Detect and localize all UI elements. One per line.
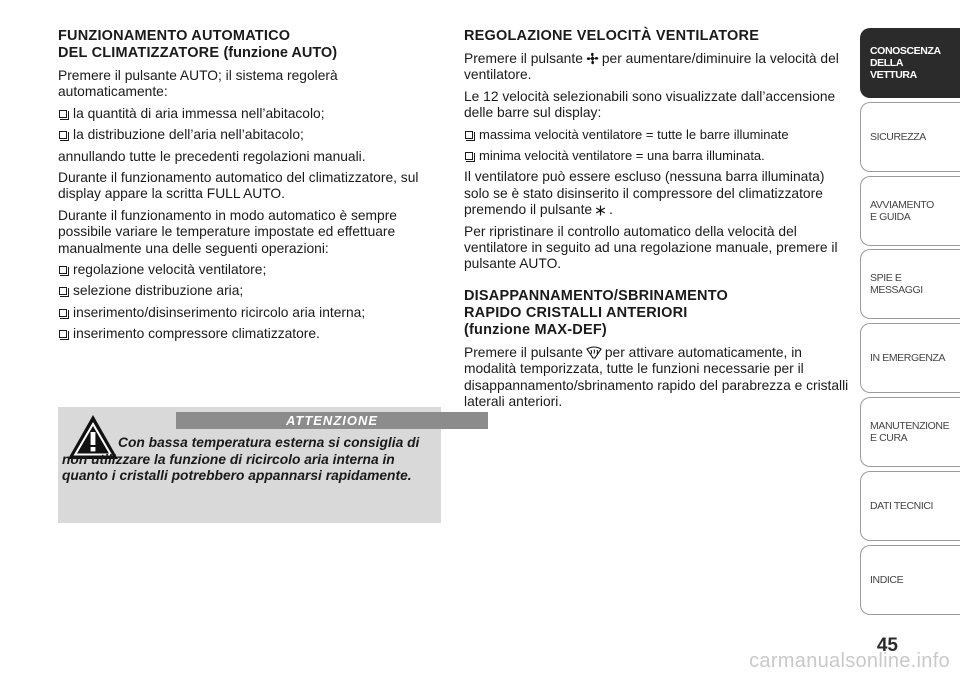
tab-conoscenza-della-vettura[interactable]: CONOSCENZA DELLA VETTURA bbox=[860, 28, 960, 98]
checkbox-bullet-icon bbox=[59, 110, 67, 118]
checkbox-bullet-icon bbox=[59, 266, 67, 274]
auto-paragraph-2: annullando tutte le precedenti regolazioni manuali. bbox=[58, 148, 366, 164]
snowflake-icon bbox=[595, 205, 606, 216]
list-item: la distribuzione dell’aria nell’abitacolo; bbox=[58, 127, 442, 143]
auto-heading-line2: DEL CLIMATIZZATORE bbox=[58, 45, 220, 61]
fan-icon bbox=[586, 52, 599, 65]
auto-heading-sub: (funzione AUTO) bbox=[223, 45, 338, 61]
auto-heading bbox=[58, 28, 442, 62]
max-def-paragraph: Premere il pulsante per attivare automaticamente, in modalità temporizzata, tutte le funzioni necessarie per il disappannamento/sbrinamento rapido del parabrezza e cristalli laterali anteriori. bbox=[464, 344, 849, 410]
checkbox-bullet-icon bbox=[59, 330, 67, 338]
checkbox-bullet-icon bbox=[59, 131, 67, 139]
right-column bbox=[464, 28, 850, 416]
fan-speed-paragraph-2: Le 12 velocità selezionabili sono visualizzate dall’accensione delle barre sul display: bbox=[464, 88, 836, 121]
checkbox-bullet-icon bbox=[465, 152, 473, 160]
list-item: regolazione velocità ventilatore; bbox=[58, 262, 442, 278]
list-item: massima velocità ventilatore = tutte le barre illuminate bbox=[464, 127, 850, 143]
warning-box bbox=[58, 407, 441, 523]
checkbox-bullet-icon bbox=[59, 309, 67, 317]
max-def-icon bbox=[586, 346, 602, 359]
tab-in-emergenza[interactable]: IN EMERGENZA bbox=[860, 323, 960, 393]
max-def-heading: DISAPPANNAMENTO/SBRINAMENTO RAPIDO CRISTALLI ANTERIORI (funzione MAX-DEF) bbox=[464, 287, 728, 338]
tab-sicurezza[interactable]: SICUREZZA bbox=[860, 102, 960, 172]
warning-text: Con bassa temperatura esterna si consiglia di non utilizzare la funzione di ricircolo aria interna in quanto i cristalli potrebbero appannarsi rapidamente. bbox=[62, 435, 420, 483]
tab-avviamento-e-guida[interactable]: AVVIAMENTO E GUIDA bbox=[860, 176, 960, 246]
auto-intro: Premere il pulsante AUTO; il sistema regolerà automaticamente: bbox=[58, 68, 338, 100]
fan-speed-paragraph-3: Il ventilatore può essere escluso (nessuna barra illuminata) solo se è stato disinserito il compressore del climatizzatore premendo il pulsante . bbox=[464, 169, 825, 218]
list-item: inserimento compressore climatizzatore. bbox=[58, 326, 442, 342]
list-item: minima velocità ventilatore = una barra illuminata. bbox=[464, 148, 850, 164]
tab-spie-e-messaggi[interactable]: SPIE E MESSAGGI bbox=[860, 249, 960, 319]
checkbox-bullet-icon bbox=[465, 131, 473, 139]
watermark: carmanualsonline.info bbox=[749, 650, 950, 672]
fan-speed-paragraph-4: Per ripristinare il controllo automatico della velocità del ventilatore in seguito ad una regolazione manuale, premere il pulsante AUTO. bbox=[464, 223, 838, 272]
auto-paragraph-3: Durante il funzionamento automatico del climatizzatore, sul display appare la scritta FULL AUTO. bbox=[58, 170, 419, 202]
list-item: inserimento/disinserimento ricircolo aria interna; bbox=[58, 305, 442, 321]
tab-dati-tecnici[interactable]: DATI TECNICI bbox=[860, 471, 960, 541]
auto-paragraph-4: Durante il funzionamento in modo automatico è sempre possibile variare le temperature impostate ed effettuare manualmente una delle seguenti operazioni: bbox=[58, 207, 397, 256]
checkbox-bullet-icon bbox=[59, 287, 67, 295]
warning-title: ATTENZIONE bbox=[176, 412, 488, 429]
tab-indice[interactable]: INDICE bbox=[860, 545, 960, 615]
left-column bbox=[58, 28, 442, 348]
section-tabs bbox=[860, 28, 960, 618]
list-item: selezione distribuzione aria; bbox=[58, 283, 442, 299]
fan-speed-paragraph-1: Premere il pulsante per aumentare/diminuire la velocità del ventilatore. bbox=[464, 51, 839, 83]
list-item: la quantità di aria immessa nell’abitacolo; bbox=[58, 106, 442, 122]
tab-manutenzione-e-cura[interactable]: MANUTENZIONE E CURA bbox=[860, 397, 960, 467]
auto-heading-line1: FUNZIONAMENTO AUTOMATICO bbox=[58, 28, 291, 44]
page-number: 45 bbox=[876, 635, 898, 656]
fan-speed-heading: REGOLAZIONE VELOCITÀ VENTILATORE bbox=[464, 28, 760, 44]
